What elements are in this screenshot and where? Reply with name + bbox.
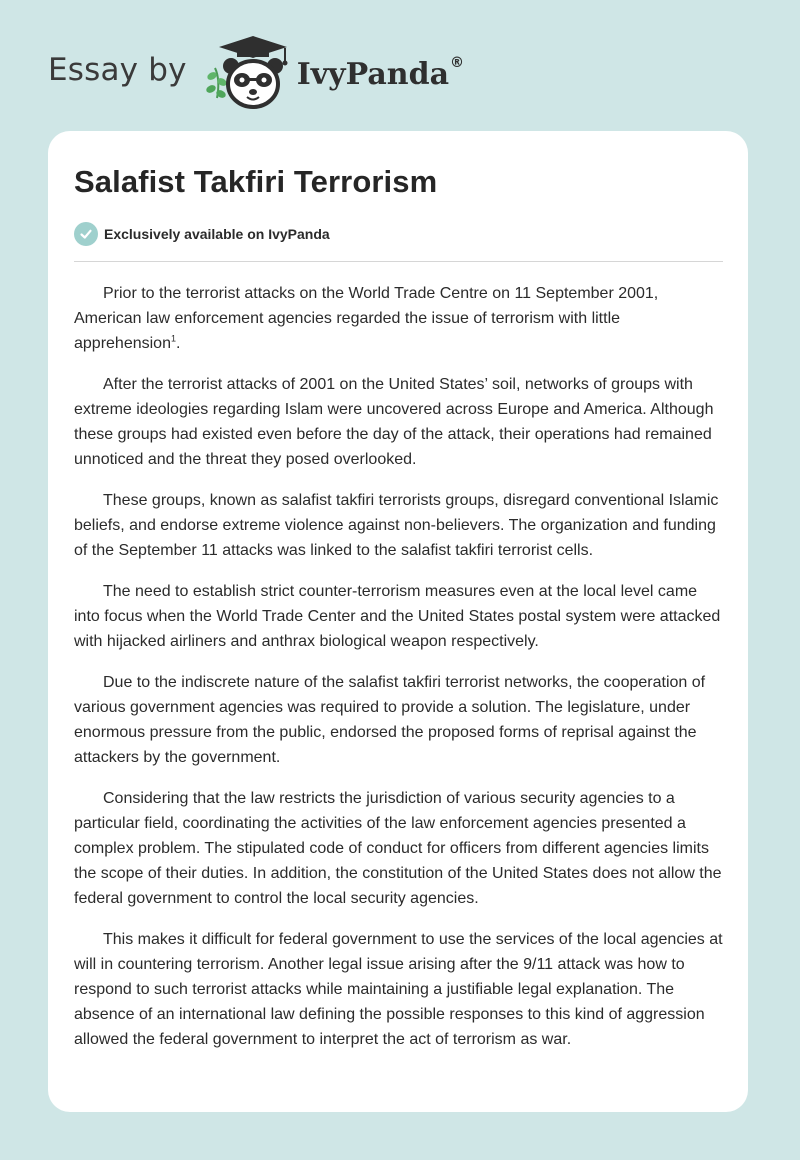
- essay-by-label: Essay by: [48, 52, 187, 88]
- page-title: Salafist Takfiri Terrorism: [74, 164, 438, 199]
- paragraph-2: After the terrorist attacks of 2001 on the United States’ soil, networks of groups with extreme ideologies regarding Islam were uncovered across Europe and America. Although these groups had existed even before the day of the attack, their operations had remained unnoticed and the threat they posed overlooked.: [74, 376, 714, 468]
- paragraph-5: Due to the indiscrete nature of the salafist takfiri terrorist networks, the cooperation of various government agencies was required to provide a solution. The legislature, under enormous pressure from the public, endorsed the proposed forms of reprisal against the attackers by the government.: [74, 674, 706, 766]
- check-icon: [74, 222, 98, 246]
- paragraph-1-text: Prior to the terrorist attacks on the World Trade Centre on 11 September 2001, American law enforcement agencies regarded the issue of terrorism with little apprehension: [74, 285, 659, 352]
- site-header: [48, 32, 464, 112]
- exclusive-badge: [74, 222, 330, 246]
- exclusive-badge-label: Exclusively available on IvyPanda: [104, 226, 330, 242]
- footnote-mark[interactable]: 1: [170, 333, 176, 344]
- paragraph-4: The need to establish strict counter-terrorism measures even at the local level came into focus when the World Trade Center and the United States postal system were attacked with hijacked airliners and anthrax biological weapon respectively.: [74, 583, 721, 650]
- paragraph-1-end: .: [175, 335, 181, 352]
- paragraph-1: [74, 281, 724, 356]
- essay-body: [74, 281, 724, 1068]
- panda-graduate-logo-icon[interactable]: [201, 32, 293, 112]
- paragraph-3: These groups, known as salafist takfiri terrorists groups, disregard conventional Islamic beliefs, and endorse extreme violence against non-believers. The organization and funding of the September 11 attacks was linked to the salafist takfiri terrorist cells.: [74, 492, 719, 559]
- paragraph-7: This makes it difficult for federal government to use the services of the local agencies at will in countering terrorism. Another legal issue arising after the 9/11 attack was how to respond to such terrorist attacks while maintaining a justifiable legal explanation. The absence of an international law defining the possible responses to this kind of aggression allowed the federal government to interpret the act of terrorism as war.: [74, 931, 723, 1048]
- essay-card: [48, 131, 748, 1112]
- brand-name[interactable]: [296, 54, 465, 92]
- brand-text: IvyPanda: [296, 56, 450, 92]
- ivy-leaf-icon: [205, 68, 228, 99]
- paragraph-6: Considering that the law restricts the jurisdiction of various security agencies to a particular field, coordinating the activities of the law enforcement agencies presented a complex problem. The stipulated code of conduct for officers from different agencies limits the scope of their duties. In addition, the constitution of the United States does not allow the federal government to control the local security agencies.: [74, 790, 722, 907]
- title-divider: [74, 261, 723, 262]
- registered-mark: ®: [450, 54, 465, 71]
